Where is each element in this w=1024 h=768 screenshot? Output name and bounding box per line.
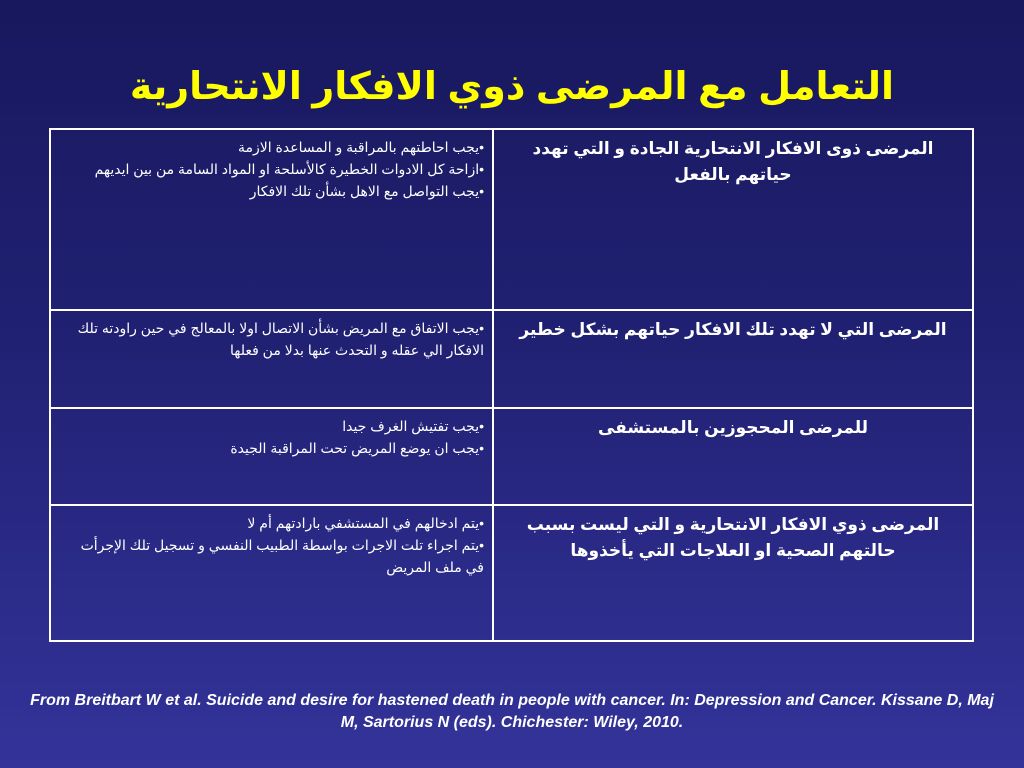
table-row: [50, 129, 973, 310]
guidelines-table: [49, 128, 974, 642]
citation: From Breitbart W et al. Suicide and desire for hastened death in people with cancer. In: Depression and Cancer. Kissane D, Maj M, Sartorius N (eds). Chichester: Wiley, 2010.: [30, 692, 994, 731]
actions-cell: [50, 408, 493, 505]
action-item: •يتم ادخالهم في المستشفي بارادتهم أم لا: [247, 515, 484, 531]
action-item: •يجب التواصل مع الاهل بشأن تلك الافكار: [249, 183, 484, 199]
slide-title: التعامل مع المرضى ذوي الافكار الانتحارية: [129, 66, 895, 108]
patient-category-cell: المرضى ذوي الافكار الانتحارية و التي ليست بسبب حالتهم الصحية او العلاجات التي يأخذوها: [493, 505, 973, 641]
table-row: [50, 408, 973, 505]
action-item: •ازاحة كل الادوات الخطيرة كالأسلحة او المواد السامة من بين ايديهم: [94, 161, 484, 177]
patient-category-cell: للمرضى المحجوزين بالمستشفى: [493, 408, 973, 505]
table-row: [50, 310, 973, 408]
actions-cell: [50, 129, 493, 310]
table-row: [50, 505, 973, 641]
action-item: •يجب ان يوضع المريض تحت المراقبة الجيدة: [230, 440, 484, 456]
patient-category-cell: المرضى ذوى الافكار الانتحارية الجادة و التي تهدد حياتهم بالفعل: [493, 129, 973, 310]
patient-category-cell: المرضى التي لا تهدد تلك الافكار حياتهم بشكل خطير: [493, 310, 973, 408]
action-item: •يتم اجراء تلت الاجرات بواسطة الطبيب النفسي و تسجيل تلك الإجرأت في ملف المريض: [80, 537, 484, 575]
action-item: •يجب احاطتهم بالمراقبة و المساعدة الازمة: [238, 139, 484, 155]
actions-cell: [50, 310, 493, 408]
action-item: •يجب الاتفاق مع المريض بشأن الاتصال اولا بالمعالج في حين راودته تلك الافكار الي عقله و التحدث عنها بدلا من فعلها: [77, 320, 484, 358]
actions-cell: [50, 505, 493, 641]
action-item: •يجب تفتيش الغرف جيدا: [342, 418, 484, 434]
